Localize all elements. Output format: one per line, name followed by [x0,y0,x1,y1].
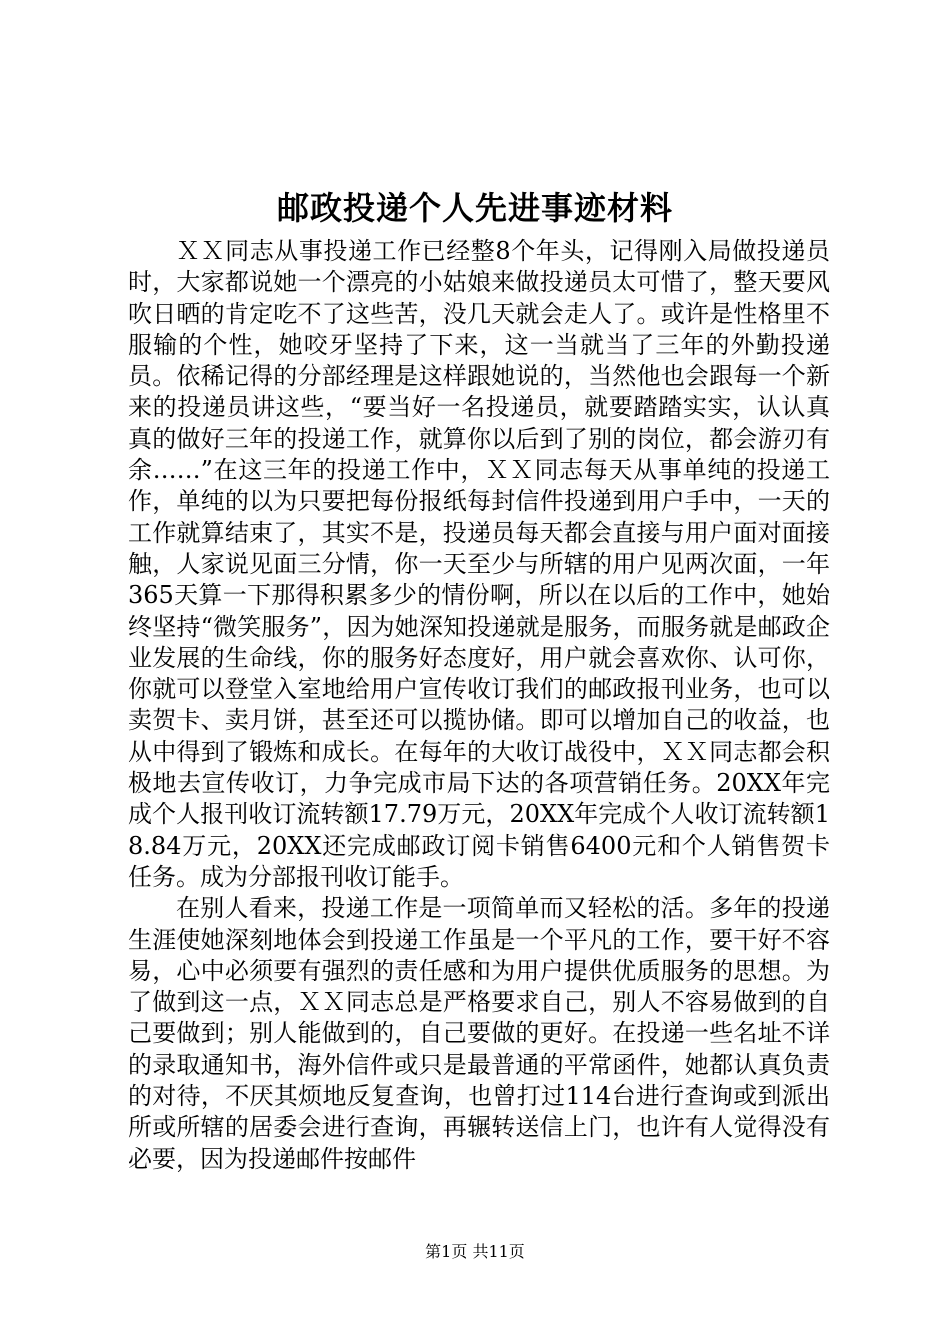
page-number-footer: 第1页 共11页 [425,1242,525,1261]
document-title: 邮政投递个人先进事迹材料 [276,189,673,227]
document-body [128,236,830,1175]
paragraph-1: ＸＸ同志从事投递工作已经整8个年头，记得刚入局做投递员时，大家都说她一个漂亮的小姑娘来做投递员太可惜了，整天要风吹日晒的肯定吃不了这些苦，没几天就会走人了。或许是性格里不服输的个性，她咬牙坚持了下来，这一当就当了三年的外勤投递员。依稀记得的分部经理是这样跟她说的，当然他也会跟每一个新来的投递员讲这些，“要当好一名投递员，就要踏踏实实，认认真真的做好三年的投递工作，就算你以后到了别的岗位，都会游刃有余……”在这三年的投递工作中，ＸＸ同志每天从事单纯的投递工作，单纯的以为只要把每份报纸每封信件投递到用户手中，一天的工作就算结束了，其实不是，投递员每天都会直接与用户面对面接触，人家说见面三分情，你一天至少与所辖的用户见两次面，一年365天算一下那得积累多少的情份啊，所以在以后的工作中，她始终坚持“微笑服务”，因为她深知投递就是服务，而服务就是邮政企业发展的生命线，你的服务好态度好，用户就会喜欢你、认可你，你就可以登堂入室地给用户宣传收订我们的邮政报刊业务，也可以卖贺卡、卖月饼，甚至还可以揽协储。即可以增加自己的收益，也从中得到了锻炼和成长。在每年的大收订战役中，ＸＸ同志都会积极地去宣传收订，力争完成市局下达的各项营销任务。20XX年完成个人报刊收订流转额17.79万元，20XX年完成个人收订流转额18.84万元，20XX还完成邮政订阅卡销售6400元和个人销售贺卡任务。成为分部报刊收订能手。 [128,237,830,891]
paragraph-2: 在别人看来，投递工作是一项简单而又轻松的活。多年的投递生涯使她深刻地体会到投递工作虽是一个平凡的工作，要干好不容易，心中必须要有强烈的责任感和为用户提供优质服务的思想。为了做到这一点，ＸＸ同志总是严格要求自己，别人不容易做到的自己要做到；别人能做到的，自己要做的更好。在投递一些名址不详的录取通知书，海外信件或只是最普通的平常函件，她都认真负责的对待，不厌其烦地反复查询，也曾打过114台进行查询或到派出所或所辖的居委会进行查询，再辗转送信上门，也许有人觉得没有必要，因为投递邮件按邮件 [128,894,830,1173]
